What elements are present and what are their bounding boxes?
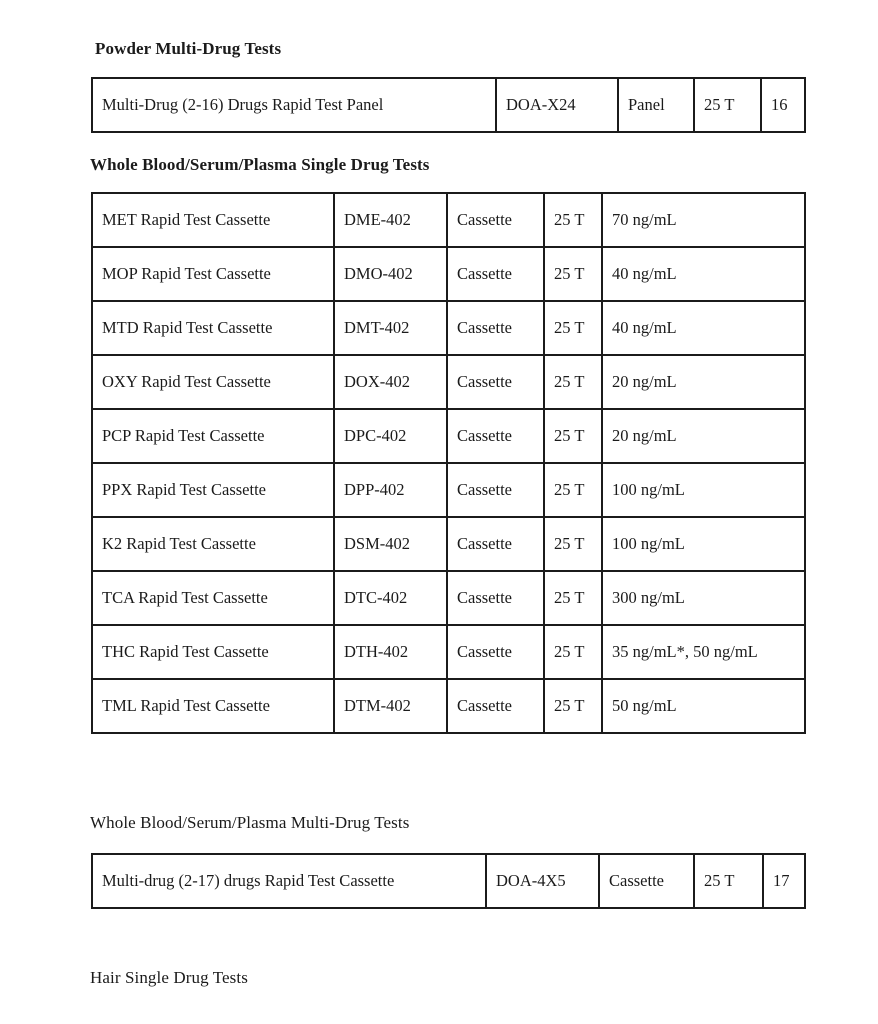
table-cell: Cassette bbox=[447, 571, 544, 625]
table-cell: DOA-X24 bbox=[496, 78, 618, 132]
table-cell: Multi-Drug (2-16) Drugs Rapid Test Panel bbox=[92, 78, 496, 132]
table-cell: TML Rapid Test Cassette bbox=[92, 679, 334, 733]
table-cell: 40 ng/mL bbox=[602, 247, 805, 301]
table-cell: Cassette bbox=[447, 409, 544, 463]
table-row bbox=[92, 463, 805, 517]
table-cell: 25 T bbox=[544, 571, 602, 625]
section-heading-powder-multi-drug-tests: Powder Multi-Drug Tests bbox=[95, 39, 282, 58]
table-row bbox=[92, 679, 805, 733]
table-cell: MTD Rapid Test Cassette bbox=[92, 301, 334, 355]
table-row bbox=[92, 78, 805, 132]
whole-blood-single-drug-tests-table bbox=[91, 192, 806, 734]
table-cell: DTH-402 bbox=[334, 625, 447, 679]
table-cell: 20 ng/mL bbox=[602, 409, 805, 463]
table-cell: 300 ng/mL bbox=[602, 571, 805, 625]
table-cell: 25 T bbox=[694, 854, 763, 908]
table-cell: DOA-4X5 bbox=[486, 854, 599, 908]
table-row bbox=[92, 854, 805, 908]
section-heading-whole-blood-multi-drug-tests: Whole Blood/Serum/Plasma Multi-Drug Tests bbox=[90, 813, 410, 832]
table-cell: Cassette bbox=[447, 193, 544, 247]
table-cell: 70 ng/mL bbox=[602, 193, 805, 247]
table-row bbox=[92, 193, 805, 247]
table-cell: DPC-402 bbox=[334, 409, 447, 463]
table-cell: DTM-402 bbox=[334, 679, 447, 733]
table-row bbox=[92, 355, 805, 409]
table-row bbox=[92, 571, 805, 625]
powder-multi-drug-tests-table bbox=[91, 77, 806, 133]
table-cell: K2 Rapid Test Cassette bbox=[92, 517, 334, 571]
table-cell: DSM-402 bbox=[334, 517, 447, 571]
table-cell: MET Rapid Test Cassette bbox=[92, 193, 334, 247]
table-cell: 25 T bbox=[544, 409, 602, 463]
table-cell: Cassette bbox=[447, 625, 544, 679]
table-row bbox=[92, 409, 805, 463]
table-cell: 25 T bbox=[544, 679, 602, 733]
table-cell: Cassette bbox=[599, 854, 694, 908]
table-cell: Cassette bbox=[447, 517, 544, 571]
table-cell: PCP Rapid Test Cassette bbox=[92, 409, 334, 463]
table-cell: 25 T bbox=[544, 193, 602, 247]
table-cell: OXY Rapid Test Cassette bbox=[92, 355, 334, 409]
table-cell: TCA Rapid Test Cassette bbox=[92, 571, 334, 625]
table-cell: DPP-402 bbox=[334, 463, 447, 517]
table-row bbox=[92, 247, 805, 301]
table-cell: DMO-402 bbox=[334, 247, 447, 301]
table-cell: DTC-402 bbox=[334, 571, 447, 625]
table-cell: 17 bbox=[763, 854, 805, 908]
table-cell: 50 ng/mL bbox=[602, 679, 805, 733]
table-cell: 25 T bbox=[544, 247, 602, 301]
table-cell: THC Rapid Test Cassette bbox=[92, 625, 334, 679]
whole-blood-multi-drug-tests-table bbox=[91, 853, 806, 909]
table-cell: Multi-drug (2-17) drugs Rapid Test Cassette bbox=[92, 854, 486, 908]
table-row bbox=[92, 517, 805, 571]
table-cell: 25 T bbox=[544, 355, 602, 409]
section-heading-whole-blood-single-drug-tests: Whole Blood/Serum/Plasma Single Drug Tests bbox=[90, 155, 430, 174]
table-cell: DME-402 bbox=[334, 193, 447, 247]
table-cell: MOP Rapid Test Cassette bbox=[92, 247, 334, 301]
table-cell: PPX Rapid Test Cassette bbox=[92, 463, 334, 517]
table-cell: 25 T bbox=[544, 625, 602, 679]
table-cell: 25 T bbox=[544, 463, 602, 517]
table-cell: 100 ng/mL bbox=[602, 463, 805, 517]
table-cell: 20 ng/mL bbox=[602, 355, 805, 409]
table-cell: 25 T bbox=[694, 78, 761, 132]
table-cell: Panel bbox=[618, 78, 694, 132]
table-cell: DOX-402 bbox=[334, 355, 447, 409]
table-cell: 25 T bbox=[544, 517, 602, 571]
table-cell: 40 ng/mL bbox=[602, 301, 805, 355]
section-heading-hair-single-drug-tests: Hair Single Drug Tests bbox=[90, 968, 248, 987]
table-cell: 100 ng/mL bbox=[602, 517, 805, 571]
table-cell: 16 bbox=[761, 78, 805, 132]
table-cell: Cassette bbox=[447, 355, 544, 409]
table-row bbox=[92, 301, 805, 355]
table-cell: Cassette bbox=[447, 247, 544, 301]
table-cell: Cassette bbox=[447, 301, 544, 355]
table-cell: Cassette bbox=[447, 679, 544, 733]
table-cell: DMT-402 bbox=[334, 301, 447, 355]
table-cell: 35 ng/mL*, 50 ng/mL bbox=[602, 625, 805, 679]
table-row bbox=[92, 625, 805, 679]
table-cell: 25 T bbox=[544, 301, 602, 355]
table-cell: Cassette bbox=[447, 463, 544, 517]
